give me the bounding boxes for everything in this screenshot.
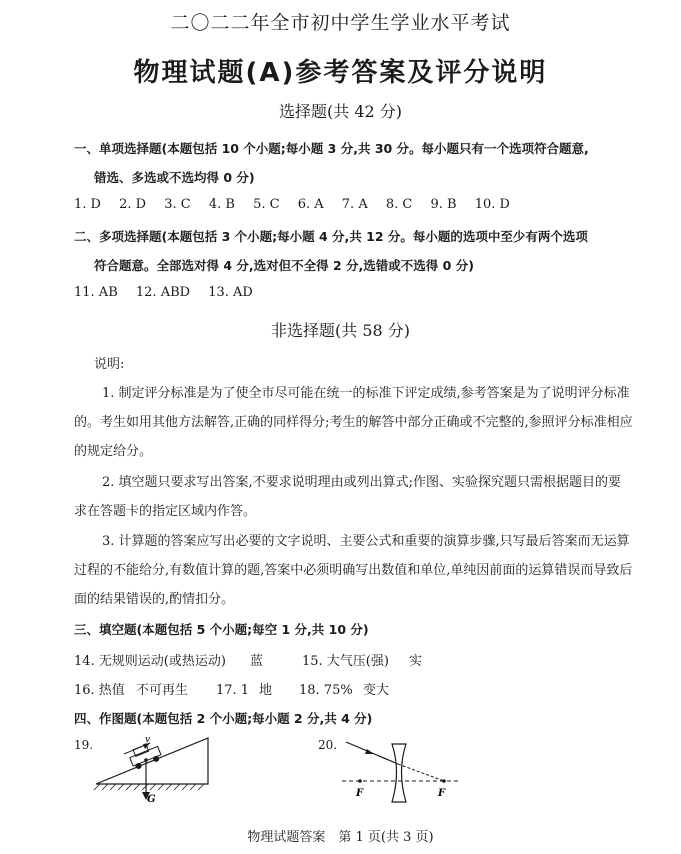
fill-answers-row-2 xyxy=(74,679,389,698)
answer-item: 4. B xyxy=(208,197,235,212)
fill-answer: 地 xyxy=(259,683,273,698)
gravity-label: G xyxy=(147,794,156,805)
page-footer: 物理试题答案 第 1 页(共 3 页) xyxy=(247,830,434,845)
fill-answer: 实 xyxy=(409,654,423,669)
note-3: 3. 计算题的答案应写出必要的文字说明、主要公式和重要的演算步骤,只写最后答案而无运算过程的不能给分,有数值计算的题,答案中必须明确写出数值和单位,单纯因前面的运算错误而导致后面的结果错误的,酌情扣分。 xyxy=(74,534,633,607)
choice-section-title: 选择题(共 42 分) xyxy=(278,102,403,121)
multi-choice-answers xyxy=(74,285,267,300)
fill-answer: 16. 热值 xyxy=(74,683,125,698)
notes-label: 说明: xyxy=(94,357,125,372)
incline-car-diagram xyxy=(90,734,215,806)
drawing-section-heading: 四、作图题(本题包括 2 个小题;每小题 2 分,共 4 分) xyxy=(74,711,373,726)
q19-label: 19. xyxy=(74,738,94,752)
concave-lens-diagram xyxy=(334,730,464,808)
velocity-label: v xyxy=(145,735,151,745)
note-1: 1. 制定评分标准是为了使全市尽可能在统一的标准下评定成绩,参考答案是为了说明评分标准的。考生如用其他方法解答,正确的同样得分;考生的解答中部分正确或不完整的,参照评分标准相应的规定给分。 xyxy=(74,386,633,459)
fill-answer: 不可再生 xyxy=(136,683,189,698)
multi-choice-instructions: 二、多项选择题(本题包括 3 个小题;每小题 4 分,共 12 分。每小题的选项中至少有两个选项 xyxy=(74,229,588,244)
fill-answer: 蓝 xyxy=(250,654,264,669)
focus-left-label: F xyxy=(356,788,364,799)
single-choice-instructions: 一、单项选择题(本题包括 10 个小题;每小题 3 分,共 30 分。每小题只有一个选项符合题意, xyxy=(74,141,589,156)
fill-section-heading: 三、填空题(本题包括 5 个小题;每空 1 分,共 10 分) xyxy=(74,622,369,637)
fill-answer: 18. 75% xyxy=(299,683,353,698)
answer-item: 12. ABD xyxy=(135,285,191,300)
focus-right-label: F xyxy=(438,788,446,799)
q20-label: 20. xyxy=(318,738,338,752)
answer-item: 13. AD xyxy=(208,285,253,300)
incline-hatching xyxy=(94,784,204,790)
concave-lens-icon xyxy=(392,744,406,802)
answer-item: 3. C xyxy=(164,197,191,212)
single-choice-answers xyxy=(74,197,524,212)
fill-answer: 变大 xyxy=(363,683,390,698)
answer-item: 7. A xyxy=(341,197,368,212)
fill-answer: 15. 大气压(强) xyxy=(302,654,389,669)
multi-choice-instructions-cont: 符合题意。全部选对得 4 分,选对但不全得 2 分,选错或不选得 0 分) xyxy=(94,258,474,273)
fill-answer: 17. 1 xyxy=(216,683,250,698)
answer-item: 6. A xyxy=(297,197,324,212)
single-choice-instructions-cont: 错选、多选或不选均得 0 分) xyxy=(94,170,255,185)
exam-name: 二〇二二年全市初中学生学业水平考试 xyxy=(170,12,511,34)
answer-item: 2. D xyxy=(119,197,147,212)
answer-item: 11. AB xyxy=(74,285,118,300)
focus-left xyxy=(358,779,362,783)
ray-extension xyxy=(398,764,444,781)
fill-answer: 14. 无规则运动(或热运动) xyxy=(74,654,226,669)
non-choice-section-title: 非选择题(共 58 分) xyxy=(270,321,411,340)
focus-right xyxy=(442,779,446,783)
fill-answers-row-1 xyxy=(74,650,422,669)
answer-item: 9. B xyxy=(430,197,457,212)
answer-item: 5. C xyxy=(253,197,280,212)
answer-item: 10. D xyxy=(474,197,510,212)
answer-item: 8. C xyxy=(385,197,413,212)
note-2: 2. 填空题只要求写出答案,不要求说明理由或列出算式;作图、实验探究题只需根据题目的要求在答题卡的指定区域内作答。 xyxy=(74,475,622,519)
answer-item: 1. D xyxy=(74,197,101,212)
document-title: 物理试题(A)参考答案及评分说明 xyxy=(133,58,548,88)
